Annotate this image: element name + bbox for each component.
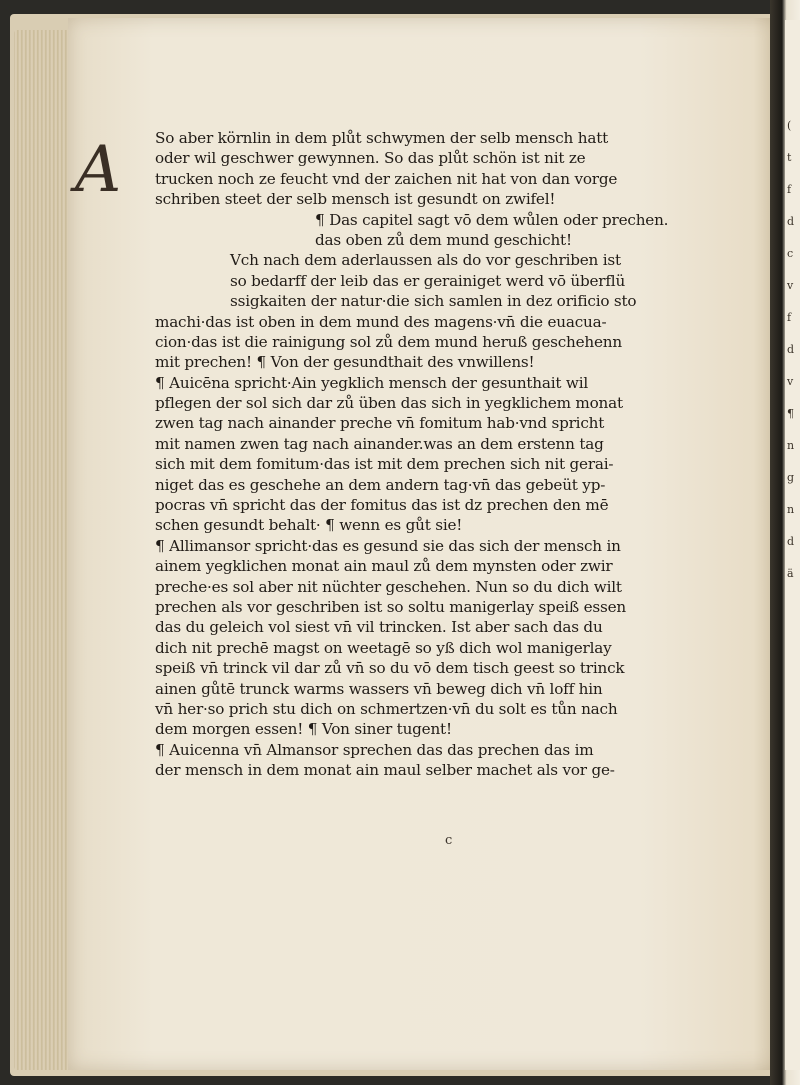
text-line: mit prechen! ¶ Von der gesundthait des vnwillens!: [155, 353, 535, 372]
chapter-heading: das oben zů dem mund geschicht!: [315, 230, 572, 249]
next-page-glyph: v: [787, 279, 794, 292]
next-page-glyph: t: [787, 151, 792, 164]
signature-mark: c: [445, 833, 453, 848]
next-page-glyph: f: [787, 183, 792, 196]
text-line: oder wil geschwer gewynnen. So das plůt schön ist nit ze: [155, 149, 586, 168]
next-page-glyph: ¶: [787, 407, 794, 420]
text-line: ¶ Auicēna spricht·Ain yegklich mensch der gesunthait wil: [155, 373, 589, 392]
text-line: niget das es geschehe an dem andern tag·vn̄ das gebeüt yp-: [155, 475, 606, 494]
text-line: ainem yegklichen monat ain maul zů dem mynsten oder zwir: [155, 557, 613, 576]
next-page-glyph: g: [787, 471, 795, 484]
text-line: ¶ Allimansor spricht·das es gesund sie das sich der mensch in: [155, 536, 621, 555]
next-page-glyph: f: [787, 311, 792, 324]
next-page-glyph: d: [787, 215, 795, 228]
text-line: preche·es sol aber nit nüchter geschehen. Nun so du dich wilt: [155, 577, 622, 596]
text-line: Vch nach dem aderlaussen als do vor geschriben ist: [230, 251, 621, 270]
text-line: machi·das ist oben in dem mund des magens·vn̄ die euacua-: [155, 312, 607, 331]
next-page-glyph: c: [787, 247, 794, 260]
next-page-glyph: v: [787, 375, 794, 388]
next-page-glyph: n: [787, 439, 795, 452]
text-line: dem morgen essen! ¶ Von siner tugent!: [155, 720, 452, 739]
text-line: schen gesundt behalt· ¶ wenn es gůt sie!: [155, 516, 463, 535]
text-line: dich nit prechē magst on weetagē so yß dich wol manigerlay: [155, 638, 612, 657]
text-line: schriben steet der selb mensch ist gesundt on zwifel!: [155, 190, 556, 209]
text-line: ssigkaiten der natur·die sich samlen in dez orificio sto: [230, 292, 637, 311]
next-page-glyph: n: [787, 503, 795, 516]
page-edges: [14, 30, 74, 1070]
text-line: trucken noch ze feucht vnd der zaichen nit hat von dan vorge: [155, 169, 618, 188]
text-line: ¶ Auicenna vn̄ Almansor sprechen das das prechen das im: [155, 740, 594, 759]
next-page-glyph: ä: [787, 567, 794, 580]
text-line: das du geleich vol siest vn̄ vil trincken. Ist aber sach das du: [155, 618, 603, 637]
text-line: pocras vn̄ spricht das der fomitus das ist dz prechen den mē: [155, 496, 609, 515]
drop-cap-initial: A: [75, 133, 122, 207]
text-line: mit namen zwen tag nach ainander.was an dem erstenn tag: [155, 434, 604, 453]
text-line: prechen als vor geschriben ist so soltu manigerlay speiß essen: [155, 597, 626, 616]
text-block: [155, 128, 730, 781]
text-line: so bedarff der leib das er gerainiget werd vō überflü: [230, 271, 626, 290]
chapter-heading: ¶ Das capitel sagt vō dem wůlen oder prechen.: [315, 210, 669, 229]
text-line: zwen tag nach ainander preche vn̄ fomitum hab·vnd spricht: [155, 414, 605, 433]
next-page-glyph: d: [787, 535, 795, 548]
text-line: speiß vn̄ trinck vil dar zů vn̄ so du vō dem tisch geest so trinck: [155, 659, 625, 678]
text-line: ainen gůtē trunck warms wassers vn̄ beweg dich vn̄ loff hin: [155, 679, 603, 698]
next-page-glyph: d: [787, 343, 795, 356]
next-page-edge: [785, 20, 800, 1070]
text-line: vn̄ her·so prich stu dich on schmertzen·vn̄ du solt es tůn nach: [155, 699, 618, 718]
text-line: sich mit dem fomitum·das ist mit dem prechen sich nit gerai-: [155, 455, 614, 474]
text-line: der mensch in dem monat ain maul selber machet als vor ge-: [155, 761, 615, 780]
text-line: pflegen der sol sich dar zů üben das sich in yegklichem monat: [155, 394, 623, 413]
text-line: cion·das ist die rainigung sol zů dem mund heruß geschehenn: [155, 332, 622, 351]
next-page-glyph: (: [787, 119, 792, 132]
text-line: So aber körnlin in dem plůt schwymen der selb mensch hatt: [155, 129, 609, 147]
